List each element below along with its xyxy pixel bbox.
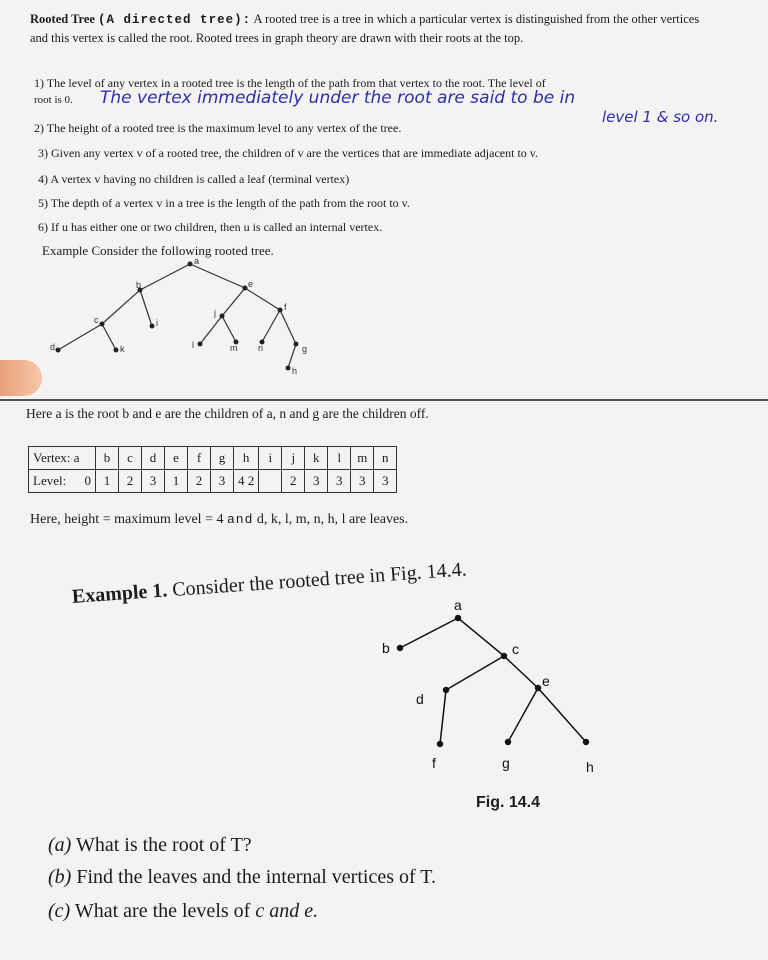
page-divider: [0, 399, 768, 401]
height-note-3: d, k, l, m, n, h, l are leaves.: [256, 512, 409, 527]
tree1-label-l: l: [192, 340, 194, 350]
example-1-label: Example 1.: [71, 579, 169, 608]
tree1-label-m: m: [230, 343, 238, 353]
table-cell: 2: [282, 470, 305, 493]
tree1-label-g: g: [302, 344, 308, 354]
table-cell: c: [119, 447, 142, 470]
table-cell: 1: [96, 470, 119, 493]
table-cell: 2: [188, 470, 211, 493]
question-c: [48, 900, 318, 923]
fig-label-a: a: [454, 597, 462, 613]
levels-table: [28, 446, 397, 493]
question-c-text: What are the levels of: [74, 900, 251, 922]
table-cell: Vertex: a: [29, 447, 96, 470]
question-a: [48, 834, 252, 857]
table-cell: e: [165, 447, 188, 470]
example-line: Example Consider the following rooted tree.: [42, 243, 274, 258]
table-cell: 4 2: [234, 470, 259, 493]
tree1-label-j: j: [214, 308, 216, 318]
example-1-text: Consider the rooted tree in Fig. 14.4.: [171, 558, 468, 601]
title-tag: (A directed tree):: [98, 13, 252, 27]
question-a-tag: (a): [48, 834, 72, 856]
table-cell: 3: [142, 470, 165, 493]
table-cell: f: [188, 447, 211, 470]
item-3: 3) Given any vertex v of a rooted tree, the children of v are the vertices that are immediate adjacent to v.: [38, 146, 539, 160]
tree1-label-b: b: [136, 280, 142, 290]
fig-label-c: c: [512, 641, 519, 657]
table-cell: d: [142, 447, 165, 470]
tree1-label-f: f: [284, 302, 287, 312]
tree1-label-a: a: [194, 256, 200, 266]
tree1-label-h: h: [292, 366, 298, 376]
height-note-1: Here, height = maximum level = 4: [30, 512, 224, 527]
question-b-tag: (b): [48, 866, 72, 888]
handwritten-note-2: level 1 & so on.: [602, 108, 719, 126]
root-level: 0: [84, 473, 91, 488]
item-4: 4) A vertex v having no children is called a leaf (terminal vertex): [38, 172, 350, 186]
level-header: Level:: [33, 473, 67, 488]
fig-caption: Fig. 14.4: [476, 794, 541, 811]
table-cell: l: [328, 447, 351, 470]
table-cell: 3: [351, 470, 374, 493]
table-row: [29, 447, 397, 470]
question-c-tag: (c): [48, 900, 71, 922]
handwritten-note-1: The vertex immediately under the root are said to be in: [100, 88, 576, 108]
tree1-label-e: e: [248, 279, 254, 289]
tree1-label-c: c: [94, 315, 99, 325]
fig-label-d: d: [416, 691, 424, 707]
table-cell: 1: [165, 470, 188, 493]
question-b-text: Find the leaves and the internal vertices of T.: [76, 866, 437, 888]
table-cell: [259, 470, 282, 493]
table-row: [29, 470, 397, 493]
definition-paragraph: [30, 10, 720, 47]
tree1-label-n: n: [258, 343, 264, 353]
height-note: [30, 512, 408, 528]
fig-label-g: g: [502, 755, 510, 771]
table-cell: n: [374, 447, 397, 470]
intro-text: A rooted tree is a tree in which a particular vertex is distinguished from the other vertices and this vertex is called the root. Rooted trees in graph theory are drawn with their roots at the top.: [30, 12, 700, 45]
item-6: 6) If u has either one or two children, then u is called an internal vertex.: [38, 220, 383, 234]
tree1-label-i: i: [156, 318, 158, 328]
table-cell: [29, 470, 96, 493]
tree-diagram-fig-14-4: [360, 590, 620, 780]
item-2: 2) The height of a rooted tree is the maximum level to any vertex of the tree.: [34, 121, 402, 135]
table-cell: g: [211, 447, 234, 470]
tree1-label-d: d: [50, 342, 56, 352]
item-1b: root is 0.: [34, 94, 73, 106]
question-b: [48, 866, 436, 889]
fig-label-f: f: [432, 755, 436, 771]
item-1: 1) The level of any vertex in a rooted tree is the length of the path from that vertex to the root. The level of: [34, 76, 546, 90]
table-cell: 3: [374, 470, 397, 493]
table-cell: b: [96, 447, 119, 470]
table-cell: i: [259, 447, 282, 470]
fig-label-h: h: [586, 759, 594, 775]
table-cell: m: [351, 447, 374, 470]
tree-diagram-1: [40, 254, 340, 384]
table-cell: h: [234, 447, 259, 470]
table-cell: 3: [211, 470, 234, 493]
table-cell: j: [282, 447, 305, 470]
table-cell: 2: [119, 470, 142, 493]
item-5: 5) The depth of a vertex v in a tree is the length of the path from the root to v.: [38, 196, 410, 210]
tree1-label-k: k: [120, 344, 125, 354]
root-note: Here a is the root b and e are the children of a, n and g are the children off.: [26, 406, 429, 421]
title-label: Rooted Tree: [30, 12, 95, 26]
thumb-in-photo: [0, 360, 42, 396]
fig-label-e: e: [542, 673, 550, 689]
height-note-2: and: [226, 512, 254, 527]
table-cell: 3: [305, 470, 328, 493]
fig-label-b: b: [382, 640, 390, 656]
table-cell: 3: [328, 470, 351, 493]
table-cell: k: [305, 447, 328, 470]
question-a-text: What is the root of T?: [75, 834, 252, 856]
question-c-vars: c and e.: [255, 900, 319, 922]
